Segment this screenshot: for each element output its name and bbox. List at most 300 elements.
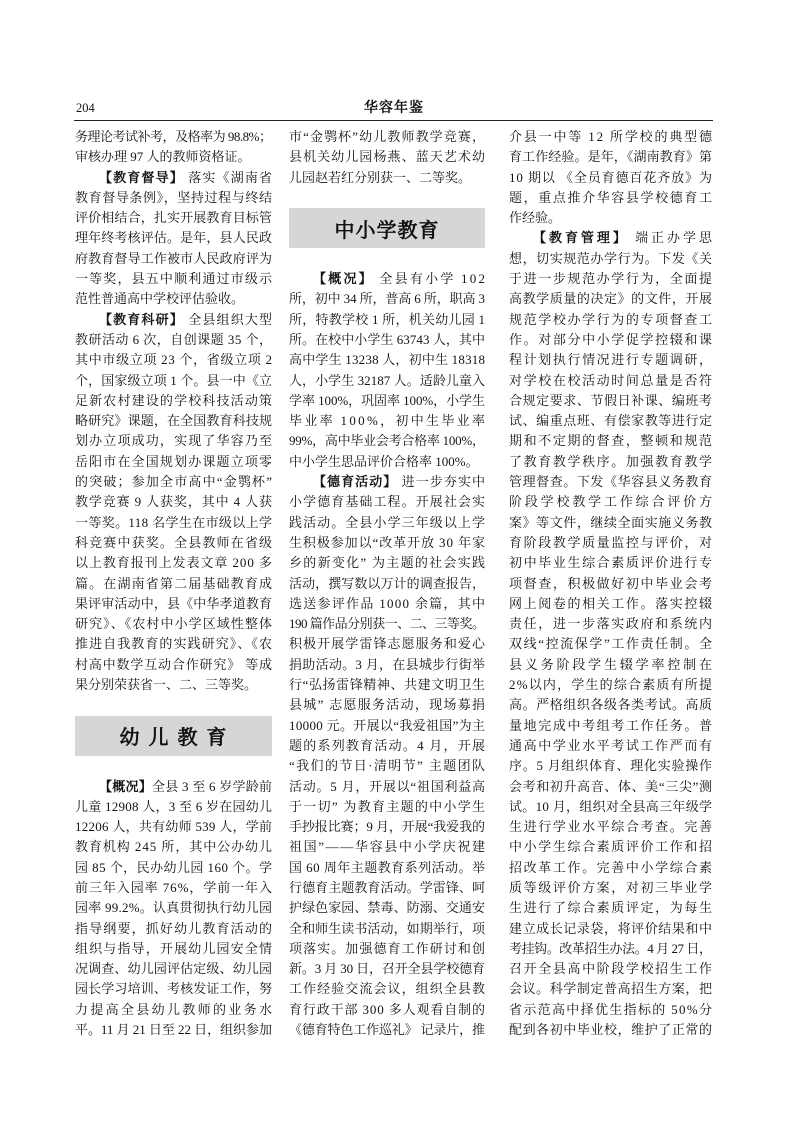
line-content	[509, 596, 714, 611]
line-content	[509, 718, 714, 733]
line-content	[289, 494, 486, 509]
text-line	[289, 878, 485, 898]
text-line	[75, 959, 272, 979]
text-line	[509, 594, 712, 614]
line-content	[75, 961, 272, 976]
text-line	[289, 919, 485, 939]
line-text: 10000 元。开展以“我爱祖国”为主	[289, 717, 486, 733]
line-text: 2%以内，学生的综合素质有所提	[509, 677, 714, 693]
line-content	[75, 413, 272, 428]
text-line	[289, 431, 485, 451]
line-content	[75, 373, 272, 388]
line-text: 会考和初升高音、体、美“三尖”测	[509, 778, 713, 794]
text-column-3	[509, 127, 715, 1040]
line-text: 双线“控流保学”工作责任制。全	[509, 636, 714, 652]
text-line	[509, 269, 712, 289]
line-content	[75, 474, 273, 489]
line-text: 略研究》课题，在全国教育科技规	[75, 413, 273, 429]
text-line	[509, 208, 712, 228]
text-line	[289, 147, 485, 167]
line-text: 手抄报比赛；9 月，开展“我爱我的	[289, 819, 485, 835]
line-text: 审核办理 97 人的教师资格证。	[75, 149, 251, 165]
line-content	[509, 860, 714, 875]
text-line	[289, 716, 485, 736]
line-content	[289, 129, 486, 144]
line-content	[289, 433, 485, 448]
line-content	[509, 210, 561, 225]
line-content	[289, 576, 485, 591]
line-text: 题的系列教育活动。4 月，开展	[289, 737, 487, 753]
text-line	[509, 716, 712, 736]
text-line	[75, 350, 272, 370]
line-content	[509, 413, 713, 428]
line-content	[533, 230, 715, 245]
text-line	[75, 634, 272, 654]
line-content	[509, 291, 713, 306]
text-line	[289, 777, 485, 797]
line-content	[509, 555, 714, 570]
paragraph	[289, 269, 488, 472]
text-line	[75, 675, 272, 695]
text-line	[509, 350, 712, 370]
paragraph	[289, 472, 485, 1040]
line-content	[289, 149, 486, 164]
text-line	[509, 939, 712, 959]
text-line	[75, 533, 272, 553]
line-text: 新。3 月 30 日，召开全县学校德育	[289, 961, 485, 977]
line-content	[75, 839, 273, 854]
line-text: 组织与指导，开展幼儿园安全情	[75, 940, 274, 956]
line-text: 小学德育基础工程。开展社会实	[289, 494, 487, 510]
line-content	[289, 819, 485, 834]
paragraph	[509, 228, 715, 1040]
line-content	[509, 129, 714, 144]
text-line	[75, 269, 272, 289]
line-text: 质等级评价方案，对初三毕业学	[509, 879, 714, 895]
line-content	[509, 921, 713, 936]
line-text: 阶段学校教学工作综合评价方	[509, 494, 715, 510]
line-text: 所。在校中小学生 63743 人，其中	[289, 331, 486, 347]
line-text: 岳阳市在全国规划办课题立项零	[75, 453, 274, 469]
line-content	[75, 636, 273, 651]
text-line	[75, 878, 272, 898]
line-content	[289, 779, 486, 794]
text-line	[289, 979, 485, 999]
text-line	[509, 452, 712, 472]
line-text: 理年终考核评估。是年，县人民政	[75, 230, 273, 246]
line-content	[75, 555, 273, 570]
line-content	[509, 941, 712, 956]
text-line	[75, 168, 272, 188]
line-text: 序。5 月组织体育、理化实验操作	[509, 758, 713, 774]
line-text: 于一切” 为教育主题的中小学生	[289, 798, 487, 814]
line-content	[509, 271, 714, 286]
text-line	[289, 391, 485, 411]
line-text: 一等奖，县五中顺利通过市级示	[75, 271, 274, 287]
line-text: 教育机构 245 所，其中公办幼儿	[75, 839, 273, 855]
text-line	[75, 1020, 272, 1040]
text-line	[75, 837, 272, 857]
line-content	[75, 596, 272, 611]
line-text: 管理督查。下发《华容县义务教育	[509, 474, 713, 490]
text-line	[289, 1000, 485, 1020]
text-line	[75, 228, 272, 248]
line-content	[509, 819, 714, 834]
line-text: 初中毕业生综合素质评价进行专	[509, 555, 714, 571]
running-title: 华容年鉴	[364, 100, 424, 116]
text-line	[509, 756, 712, 776]
line-text: 以上教育报刊上发表文章 200 多	[75, 555, 273, 571]
text-line	[75, 574, 272, 594]
text-line	[289, 614, 485, 634]
line-text: 教育督导条例》，坚持过程与终结	[75, 189, 273, 205]
line-text: 全县组织大型	[183, 311, 274, 327]
line-text: 于进一步规范办学行为，全面提	[509, 271, 714, 287]
text-line	[75, 655, 272, 675]
text-line	[75, 817, 272, 837]
text-line	[289, 695, 485, 715]
text-line	[509, 797, 712, 817]
text-line	[509, 1000, 712, 1020]
line-text: 量地完成中考组考工作任务。普	[509, 717, 714, 733]
line-content	[289, 312, 485, 327]
line-content	[99, 312, 273, 327]
line-content	[509, 515, 713, 530]
text-line	[509, 858, 712, 878]
line-text: 园率 99.2%。认真贯彻执行幼儿园	[75, 900, 273, 916]
line-content	[289, 636, 486, 651]
line-text: 活动，撰写数以万计的调查报告，	[289, 575, 486, 591]
line-text: 评价相结合，扎实开展教育目标管	[75, 210, 273, 226]
line-text: 务理论考试补考，及格率为 98.8%；	[75, 129, 272, 144]
line-text: 一等奖。118 名学生在市级以上学	[75, 514, 273, 530]
line-content	[289, 1022, 485, 1037]
paragraph-continued	[509, 127, 712, 228]
running-header	[75, 100, 713, 116]
line-text: 育阶段教学质量监控与评价，对	[509, 534, 714, 550]
line-text: 其中市级立项 23 个，省级立项 2	[75, 352, 273, 368]
line-content	[75, 677, 257, 692]
line-content	[509, 494, 715, 509]
line-text: 端正办学思	[628, 230, 715, 246]
line-content	[75, 230, 272, 245]
text-line	[509, 228, 715, 248]
text-line	[509, 188, 712, 208]
line-content	[75, 819, 272, 834]
line-text: 题，重点推介华容县学校德育工	[509, 189, 714, 205]
line-text: 园长学习培训、考核发证工作，努	[75, 981, 273, 997]
text-line	[289, 837, 485, 857]
text-line	[289, 817, 485, 837]
text-line	[75, 472, 272, 492]
text-line	[509, 310, 712, 330]
line-text: “我们的节日·清明节” 主题团队	[289, 758, 487, 774]
line-content	[509, 474, 713, 489]
line-text: 积极开展学雷锋志愿服务和爱心	[289, 636, 487, 652]
line-content	[313, 474, 486, 489]
line-content	[75, 210, 272, 225]
text-line	[75, 1000, 275, 1020]
text-line	[509, 553, 712, 573]
page-number: 204	[76, 101, 95, 115]
line-text: 所，特教学校 1 所，机关幼儿园 1	[289, 311, 486, 327]
line-content	[99, 170, 273, 185]
text-line	[289, 411, 488, 431]
line-content	[509, 312, 714, 327]
line-content	[509, 981, 713, 996]
line-text: 所，初中 34 所，普高 6 所，职高 3	[289, 291, 485, 307]
line-content	[509, 1022, 713, 1037]
line-content	[289, 981, 486, 996]
text-line	[289, 289, 485, 309]
line-text: 护绿色家园、禁毒、防溺、交通安	[289, 900, 486, 916]
line-content	[289, 961, 485, 976]
section-header	[75, 695, 272, 776]
line-text: 高。严格组织各级各类考试。高质	[509, 697, 713, 713]
text-column-1	[75, 127, 275, 1040]
line-content	[75, 657, 273, 672]
line-content	[99, 779, 272, 794]
text-line	[75, 188, 272, 208]
line-content	[289, 718, 485, 733]
line-text: 儿童 12908 人，3 至 6 岁在园幼儿	[75, 798, 273, 814]
line-content	[75, 393, 273, 408]
text-line	[509, 675, 712, 695]
text-line	[75, 289, 272, 309]
line-content	[509, 393, 713, 408]
text-line	[509, 837, 712, 857]
line-content	[509, 900, 714, 915]
text-line	[75, 452, 272, 472]
line-text: 合规定要求、节假日补课、编班考	[509, 392, 713, 408]
line-content	[509, 170, 713, 185]
line-content	[75, 1022, 272, 1037]
paragraph-heading: 【德育活动】	[313, 475, 398, 491]
paragraph	[75, 168, 272, 310]
line-content	[289, 454, 479, 469]
line-content	[509, 535, 714, 550]
line-content	[289, 758, 486, 773]
line-text: 育行政干部 300 多人观看自制的	[289, 1001, 486, 1017]
line-content	[75, 291, 244, 306]
text-line	[289, 736, 485, 756]
line-text: 项落实。加强德育工作研讨和创	[289, 940, 487, 956]
line-content	[509, 738, 714, 753]
section-title: 中小学教育	[289, 208, 485, 248]
text-line	[289, 655, 485, 675]
line-text: 国 60 周年主题教育系列活动。举	[289, 859, 486, 875]
line-text: 网上阅卷的相关工作。落实控辍	[509, 595, 714, 611]
line-text: 活动。5 月，开展以“祖国利益高	[289, 778, 486, 794]
line-content	[75, 535, 273, 550]
line-content	[509, 616, 714, 631]
text-line	[289, 553, 485, 573]
line-content	[75, 433, 273, 448]
line-content	[509, 779, 713, 794]
line-text: 个，国家级立项 1 个。县一中《立	[75, 372, 273, 388]
text-line	[289, 574, 485, 594]
line-text: 果评审活动中，县《中华孝道教育	[75, 595, 273, 611]
line-content	[509, 373, 714, 388]
text-line	[509, 919, 712, 939]
line-text: 规范学校办学行为的专项督查工	[509, 311, 714, 327]
line-text: 省示范高中择优生指标的 50%分	[509, 1001, 714, 1017]
line-text: 的突破；参加全市高中“金鹗杯”	[75, 474, 274, 490]
line-text: 践活动。全县小学三年级以上学	[289, 514, 487, 530]
text-line	[289, 472, 485, 492]
line-text: 县机关幼儿园杨燕、蓝天艺术幼	[289, 149, 487, 165]
line-text: 科竞赛中获奖。全县教师在省级	[75, 534, 274, 550]
line-content	[289, 860, 485, 875]
line-content	[289, 170, 471, 185]
text-line	[289, 310, 485, 330]
line-text: 对学校在校活动时间总量是否符	[509, 372, 714, 388]
line-content	[289, 657, 485, 672]
line-content	[75, 981, 272, 996]
line-content	[509, 1002, 713, 1017]
line-content	[289, 921, 485, 936]
line-text: 了教育教学秩序。加强教育教学	[509, 453, 714, 469]
paragraph	[75, 777, 275, 1041]
text-line	[509, 391, 712, 411]
line-text: 通高中学业水平考试工作严而有	[509, 737, 714, 753]
text-line	[289, 168, 485, 188]
section-header	[289, 188, 485, 269]
line-text: 教研活动 6 次，自创课题 35 个，	[75, 331, 273, 347]
line-content	[289, 291, 485, 306]
text-line	[509, 147, 712, 167]
text-line	[75, 127, 272, 147]
line-text: 行德育主题教育活动。学雷锋、呵	[289, 879, 486, 895]
text-line	[75, 898, 272, 918]
text-line	[509, 411, 712, 431]
line-content	[509, 961, 714, 976]
text-line	[509, 614, 712, 634]
text-line	[509, 959, 712, 979]
line-content	[75, 494, 273, 509]
text-line	[289, 1020, 485, 1040]
line-content	[75, 454, 273, 469]
text-line	[289, 533, 485, 553]
line-content	[509, 149, 712, 164]
line-content	[75, 616, 273, 631]
line-content	[289, 738, 486, 753]
line-text: 全和师生读书活动，如期举行，项	[289, 920, 486, 936]
line-text: 育工作经验。是年，《湖南教育》第	[509, 149, 713, 165]
line-content	[289, 332, 485, 347]
line-text: 工作经验交流会议，组织全县教	[289, 981, 487, 997]
line-content	[509, 352, 714, 367]
text-line	[509, 655, 715, 675]
text-line	[75, 391, 272, 411]
text-line	[289, 330, 485, 350]
line-text: 介县一中等 12 所学校的典型德	[509, 129, 714, 144]
line-text: 高教学质量的决定》的文件，开展	[509, 291, 713, 307]
line-text: 作经验。	[509, 210, 562, 226]
line-content	[289, 596, 486, 611]
text-line	[75, 249, 272, 269]
line-text: 儿园赵若红分别获一、二等奖。	[289, 169, 472, 185]
text-line	[75, 858, 272, 878]
text-line	[509, 695, 712, 715]
line-text: 力提高全县幼儿教师的业务水	[75, 1001, 275, 1017]
line-text: 研究》、《农村中小学区域性整体	[75, 616, 274, 632]
line-text: 落实《湖南省	[183, 169, 274, 185]
paragraph-heading: 【教育督导】	[99, 170, 184, 186]
text-line	[75, 208, 272, 228]
text-line	[509, 249, 712, 269]
line-text: 生进行了综合素质评定，为每生	[509, 900, 714, 916]
text-line	[509, 330, 712, 350]
line-text: 人，小学生 32187 人。适龄儿童入	[289, 372, 486, 388]
line-content	[289, 413, 487, 428]
text-line	[509, 574, 712, 594]
text-line	[75, 330, 272, 350]
line-content	[289, 352, 485, 367]
text-line	[509, 371, 712, 391]
text-line	[75, 594, 272, 614]
line-text: 高中学生 13238 人，初中生 18318	[289, 352, 486, 368]
text-line	[289, 350, 485, 370]
line-text: 责任，进一步落实政府和系统内	[509, 616, 714, 632]
section-title: 幼 儿 教 育	[75, 716, 272, 756]
line-content	[289, 555, 486, 570]
text-line	[75, 797, 272, 817]
text-line	[289, 127, 485, 147]
text-line	[289, 939, 485, 959]
text-line	[289, 634, 485, 654]
text-line	[75, 492, 272, 512]
line-text: 中小学生思品评价合格率 100%。	[289, 453, 479, 469]
text-line	[75, 777, 272, 797]
line-text: 99%，高中毕业会考合格率 100%，	[289, 433, 485, 449]
line-text: 足新农村建设的学校科技活动策	[75, 392, 274, 408]
text-line	[509, 492, 715, 512]
line-content	[289, 799, 486, 814]
line-content	[509, 799, 712, 814]
text-line	[509, 777, 712, 797]
text-line	[289, 675, 485, 695]
line-content	[509, 880, 714, 895]
text-line	[509, 979, 712, 999]
text-line	[289, 513, 485, 533]
line-content	[75, 129, 272, 144]
line-content	[75, 190, 273, 205]
line-content	[75, 900, 272, 915]
line-text: 毕业率 100%，初中生毕业率	[289, 413, 488, 429]
paragraph-heading: 【教育管理】	[533, 231, 629, 247]
line-content	[509, 677, 713, 692]
line-text: 生进行学业水平综合考查。完善	[509, 819, 714, 835]
line-text: 村高中数学互动合作研究》 等成	[75, 656, 273, 672]
line-text: 项督查，积极做好初中毕业会考	[509, 575, 714, 591]
line-content	[75, 576, 273, 591]
line-content	[509, 697, 713, 712]
text-line	[75, 147, 272, 167]
paragraph-heading: 【概况】	[313, 272, 374, 288]
line-text: 乡的新变化” 为主题的社会实践	[289, 555, 487, 571]
text-column-2	[289, 127, 488, 1040]
line-text: 进一步夯实中	[397, 474, 487, 490]
line-text: 行“弘扬雷锋精神、共建文明卫生	[289, 677, 486, 693]
line-text: 考挂钩。改革招生办法。4 月 27 日，	[509, 940, 712, 956]
line-text: 会议。科学制定普高招生方案，把	[509, 981, 713, 997]
line-text: 府教育督导工作被市人民政府评为	[75, 250, 273, 266]
text-line	[509, 736, 712, 756]
line-text: 试。10 月，组织对全县高三年级学	[509, 798, 713, 814]
text-line	[289, 492, 485, 512]
line-content	[289, 1002, 486, 1017]
